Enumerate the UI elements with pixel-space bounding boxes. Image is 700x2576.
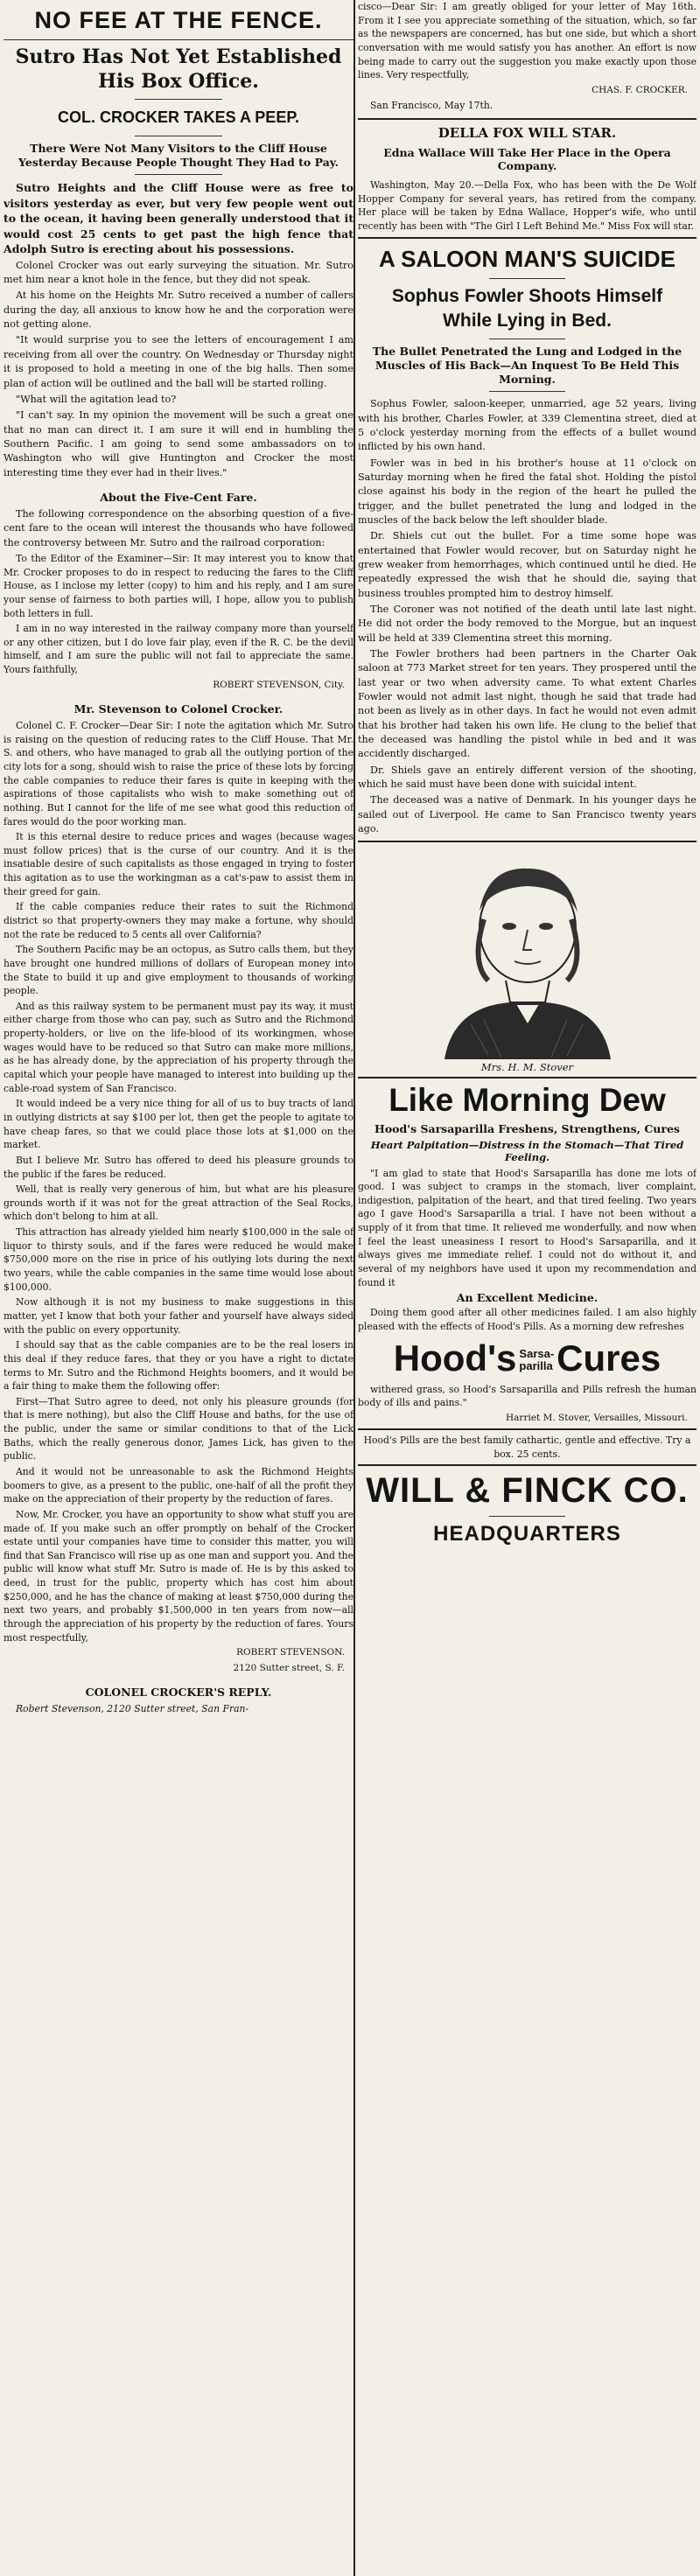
letter-paragraph: Now, Mr. Crocker, you have an opportunity to show what stuff you are made of. If you make such an offer promptly on behalf of the Crocker estate until your companies have time to consider this matter, you will find that San Francisco will rise up as one man and support you. And the public will know what stuff Mr. Sutro is made of. He is by this asked to deed, in trust for the public, property which has cost him about $250,000, and he has the chance of making at least $750,000 during the next two years, and probably $1,500,000 in ten years from now—all through the appreciation of his property by the reduction of fares. Yours most respectfully, [4,1508,354,1644]
ad-testimonial: "I am glad to state that Hood's Sarsaparilla has done me lots of good. I was subject to cramps in the stomach, liver complaint, indigestion, palpitation of the heart, and that tired feeling. Two years ago I gave Hood's Sarsaparilla a trial. I have not been without a supply of it from that time. It relieved me wonderfully, and now when I feel the least uneasiness I resort to Hood's Sarsaparilla, and it always gives me immediate relief. I could not do without it, and several of my neighbors have used it upon my recommendation and found it [358,1167,696,1288]
letter-paragraph: It is this eternal desire to reduce prices and wages (because wages must follow prices) that is the curse of our country. And it is the insatiable desire of such capitalists as those engaged in trying to foster this agitation as to use the workingman as a cat's-paw to assist them in their greed for gain. [4,831,354,897]
ad-subtitle: Hood's Sarsaparilla Freshens, Strengthens, Cures [374,1121,680,1135]
article-paragraph: Dr. Shiels cut out the bullet. For a time some hope was entertained that Fowler would recover, but on Saturday night he grew weaker from hemorrhages, which continued until he died. He repeatedly expressed the wish that he should die, saying that business troubles prompted him to destroy himself. [358,530,696,599]
cures-word: Cures [556,1337,662,1379]
letter-paragraph: But I believe Mr. Sutro has offered to deed his pleasure grounds to the public if the fares be reduced. [4,1154,354,1180]
deck-sutro: Sutro Has Not Yet Established His Box Office. [15,45,342,93]
reply-continued: cisco—Dear Sir: I am greatly obliged for your letter of May 16th. From it I see you appreciate something of the situation, which, so far as the newspapers are concerned, has but one side, but which a short conversation with me would satisfy you has another. An effort is now being made to carry out the suggestion you make exactly upon those lines. Very respectfully, [358,1,696,81]
divider [4,39,354,40]
divider [358,237,696,239]
divider [358,1428,696,1430]
divider [358,1464,696,1466]
letter-paragraph: I am in no way interested in the railway company more than yourself or any other citizen, but I do love fair play, even if the R. C. be the devil himself, and I am sure the public will not fail to appreciate the same. Yours faithfully, [4,623,354,676]
divider [358,841,696,842]
article-paragraph: The following correspondence on the absorbing question of a five-cent fare to the ocean will interest the thousands who have followed the controversy between Mr. Sutro and the railroad corporation: [4,507,354,548]
letter-paragraph: The Southern Pacific may be an octopus, as Sutro calls them, but they have brought one hundred millions of dollars of European money into the State to build it up and give employment to thousands of working people. [4,944,354,997]
article-paragraph: "I can't say. In my opinion the movement will be such a great one that no man can direct it. I am sure it will end in humbling the Southern Pacific. I am going to send some ambassadors on to Washington who will give Huntington and Crocker the most interesting time they ever had in their lives." [4,409,354,478]
left-column [4,0,354,2576]
portrait-image [418,849,637,1059]
ad-italic-line: Heart Palpitation—Distress in the Stomach—That Tired Feeling. [370,1138,684,1163]
letter-paragraph: Well, that is really very generous of him, but what are his pleasure grounds worth if it was not for the great attraction of the Seal Rocks, which don't belong to him at all. [4,1183,354,1223]
letter-paragraph: And as this railway system to be permanent must pay its way, it must either charge from those who can pay, such as Sutro and the Richmond property-holders, or live on the life-blood of its workingmen, whose wages would have to be reduced so that Sutro can make more millions, as he has already done, by the appreciation of his property through the capital which your people have managed to interest into building up the cable-road system of San Francisco. [4,1000,354,1094]
letter-paragraph: I should say that as the cable companies are to be the real losers in this deal if they reduce fares, that they or you have a right to dictate terms to Mr. Sutro and the Richmond Heights boomers, and it would be a fair thing to make them the following offer: [4,1339,354,1393]
letter-paragraph: First—That Sutro agree to deed, not only his pleasure grounds (for that is mere nothing), but also the Cliff House and baths, for the use of the public, under the same or similar conditions to that of the Lick Baths, which the really generous donor, James Lick, has given to the public. [4,1395,354,1463]
signature-stevenson: ROBERT STEVENSON, City. [213,679,345,690]
signature-crocker: CHAS. F. CROCKER. [592,84,688,95]
letter-paragraph: This attraction has already yielded him nearly $100,000 in the sale of liquor to thirsty souls, and if the fares were reduced he would make $750,000 more on the rise in price of his outlying lots during the next two years, while the cable companies in the same time would lose about $100,000. [4,1226,354,1293]
headline-saloon: A SALOON MAN'S SUICIDE [379,245,676,272]
ad-testimonial-3: withered grass, so Hood's Sarsaparilla and Pills refresh the human body of ills and pains." [358,1383,696,1409]
article-paragraph: The deceased was a native of Denmark. In his younger days he sailed out of Liverpool. He came to San Francisco twenty years ago. [358,794,696,835]
divider [358,118,696,120]
letter-paragraph: To the Editor of the Examiner—Sir: It may interest you to know that Mr. Crocker proposes to do in respect to reducing the fares to the Cliff House, as I inclose my letter (copy) to him and his reply, and I am sure your sense of fairness to both parties will, I hope, allow you to publish both letters in full. [4,552,354,619]
hoods-word: Hood's [393,1337,517,1379]
headquarters-line: HEADQUARTERS [433,1522,621,1546]
article-paragraph: Fowler was in bed in his brother's house at 11 o'clock on Saturday morning when he fired the fatal shot. Holding the pistol close against his body in the region of the heart he pulled the trigger, and the bullet penetrated the lung and lodged in the muscles of the back below the left shoulder blade. [358,457,696,526]
right-column [358,0,696,2576]
ad-title: Like Morning Dew [388,1081,666,1118]
article-paragraph: The Fowler brothers had been partners in the Charter Oak saloon at 773 Market street for ten years. They prospered until the last year or two when adversity came. To what extent Charles Fowler would not admit last night, though he said that trade had not been as lively as in other days. In fact he would not even admit that his brother had taken his own life. He clung to the belief that the deceased was handling the pistol while in bed and it was accidently discharged. [358,648,696,760]
ad-testimonial-2: Doing them good after all other medicines failed. I am also highly pleased with the effects of Hood's Pills. As a morning dew refreshes [358,1307,696,1332]
deck-sophus-fowler: Sophus Fowler Shoots Himself While Lying in Bed. [391,285,663,331]
article-paragraph: Sophus Fowler, saloon-keeper, unmarried, age 52 years, living with his brother, Charles Fowler, at 339 Clementina street, died at 5 o'clock yesterday morning from the effects of a bullet wound inflicted by his own hand. [358,398,696,453]
article-paragraph: The Coroner was not notified of the death until late last night. He did not order the body removed to the Morgue, but an inquest will be held at 339 Clementina street this morning. [358,604,696,644]
subhead-five-cent: About the Five-Cent Fare. [100,490,257,504]
deck-bullet: The Bullet Penetrated the Lung and Lodged in the Muscles of His Back—An Inquest To Be Held This Morning. [372,345,682,386]
article-paragraph: "It would surprise you to see the letters of encouragement I am receiving from all over the country. On Wednesday or Thursday night it is proposed to hold a meeting in one of the big halls. Then some plan of action will be outlined and the ball will be started rolling. [4,334,354,389]
reply-opening: Robert Stevenson, 2120 Sutter street, San Fran- [16,1702,249,1714]
divider [489,1516,565,1517]
lead-paragraph: Sutro Heights and the Cliff House were as free to visitors yesterday as ever, but very few people went out to the ocean, it having been generally understood that it would cost 25 cents to get past the high fence that Adolph Sutro is erecting about his possessions. [4,181,354,256]
headline-no-fee: NO FEE AT THE FENCE. [34,7,323,33]
will-finck-title: WILL & FINCK CO. [366,1471,689,1511]
ad-signature: Harriet M. Stover, Versailles, Missouri. [506,1412,688,1423]
sarsa-text: Sarsa- [519,1347,555,1361]
letter-paragraph: It would indeed be a very nice thing for all of us to buy tracts of land in outlying districts at say $100 per lot, then get the people to agitate to have cheap fares, so that we could place those lots at $1,000 on the market. [4,1098,354,1151]
address-stevenson: 2120 Sutter street, S. F. [233,1662,345,1673]
article-paragraph: Washington, May 20.—Della Fox, who has been with the De Wolf Hopper Company for several years, has retired from the company. Her place will be taken by Edna Wallace, Hopper's wife, who until recently has been with "The Girl I Left Behind Me." Miss Fox will star. [358,179,696,232]
divider [489,278,565,279]
divider [358,1077,696,1079]
article-paragraph: "What will the agitation lead to? [16,393,177,405]
hoods-pills-line: Hood's Pills are the best family cathartic, gentle and effective. Try a box. 25 cents. [363,1435,691,1460]
signature-stevenson-2: ROBERT STEVENSON. [236,1647,345,1658]
divider [135,99,222,100]
article-paragraph: Dr. Shiels gave an entirely different version of the shooting, which he said must have been done with suicidal intent. [358,764,696,791]
column-rule [354,0,355,2576]
subhead-stevenson: Mr. Stevenson to Colonel Crocker. [74,702,284,716]
article-paragraph: Colonel Crocker was out early surveying the situation. Mr. Sutro met him near a knot hole in the fence, but they did not speak. [4,259,354,286]
sarsaparilla-mark [519,1348,554,1373]
letter-paragraph: If the cable companies reduce their rates to suit the Richmond district so that property-owners they may make a fortune, why should not the rate be reduced to 5 cents all over California? [4,901,354,940]
dateline: San Francisco, May 17th. [370,100,494,112]
hoods-cures-banner [358,1337,696,1379]
parilla-text: parilla [519,1359,553,1373]
article-paragraph: At his home on the Heights Mr. Sutro received a number of callers during the day, all anxious to know how he and the corporation were not getting alone. [4,290,354,331]
letter-paragraph: Colonel C. F. Crocker—Dear Sir: I note the agitation which Mr. Sutro is raising on the question of reducing rates to the Cliff House. That Mr. S. and others, who have managed to grab all the outlying portion of the city lots for a song, should wish to raise the price of these lots by forcing the cable companies to reduce their fares is quite in keeping with the aspirations of those capitalists who wish to make something out of nothing. But I cannot for the life of me see what good this reduction of fares would do the poor working man. [4,720,354,827]
ad-subtitle-2: An Excellent Medicine. [456,1291,598,1305]
letter-paragraph: And it would not be unreasonable to ask the Richmond Heights boomers to give, as a present to the public, one-half of all the profit they make on the appreciation of their property by the reduction of fares. [4,1465,354,1505]
divider [135,174,222,175]
letter-paragraph: Now although it is not my business to make suggestions in this matter, yet I know that both your father and yourself have always sided with the public on every opportunity. [4,1296,354,1336]
portrait-caption: Mrs. H. M. Stover [480,1060,574,1073]
headline-della-fox: DELLA FOX WILL STAR. [438,124,617,141]
deck-visitors: There Were Not Many Visitors to the Cliff House Yesterday Because People Thought They Had to Pay. [18,142,339,169]
subhead-crocker-reply: COLONEL CROCKER'S REPLY. [85,1685,272,1699]
divider [489,391,565,392]
deck-crocker: COL. CROCKER TAKES A PEEP. [57,108,300,126]
deck-della-fox: Edna Wallace Will Take Her Place in the Opera Company. [383,145,671,173]
